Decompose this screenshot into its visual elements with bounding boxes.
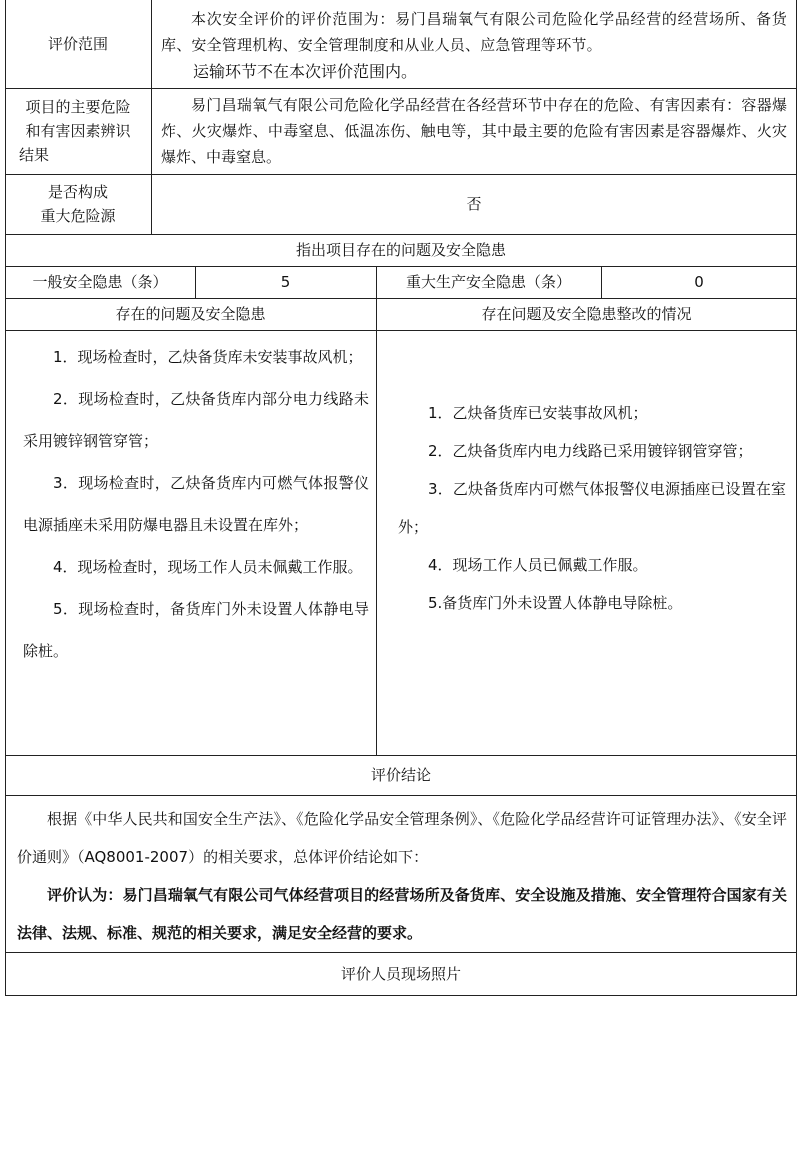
- hazards-label: [5, 88, 151, 174]
- list-item: 2．乙炔备货库内电力线路已采用镀锌钢管穿管；: [428, 442, 753, 460]
- list-item: 5．现场检查时，备货库门外未设置人体静电导除桩。: [23, 600, 369, 660]
- problems-list: [23, 336, 369, 672]
- general-hazard-count: 5: [280, 273, 291, 291]
- list-item: 4．现场检查时，现场工作人员未佩戴工作服。: [53, 558, 363, 576]
- list-item: 1．现场检查时，乙炔备货库未安装事故风机；: [53, 348, 363, 366]
- col-divider: [376, 266, 377, 755]
- major-hazard-label-line: 是否构成: [47, 183, 108, 201]
- hazards-text: 易门昌瑞氧气有限公司危险化学品经营在各经营环节中存在的危险、有害因素有：容器爆炸、火灾爆炸、中毒窒息、低温冻伤、触电等，其中最主要的危险有害因素是容器爆炸、火灾爆炸、中毒窒息。: [161, 96, 787, 166]
- hazards-label-line: 项目的主要危险: [25, 98, 131, 116]
- list-item: 4．现场工作人员已佩戴工作服。: [428, 556, 648, 574]
- scope-content: [161, 6, 787, 86]
- major-hazard-value: 否: [466, 195, 482, 213]
- major-hazard-label: [5, 174, 151, 234]
- photos-header: 评价人员现场照片: [340, 965, 461, 983]
- list-item: 1．乙炔备货库已安装事故风机；: [428, 404, 648, 422]
- list-item: 5.备货库门外未设置人体静电导除桩。: [428, 594, 683, 612]
- list-item: 3．乙炔备货库内可燃气体报警仪电源插座已设置在室外；: [398, 480, 786, 536]
- row-divider: [5, 795, 797, 796]
- hazards-label-line: 和有害因素辨识: [25, 122, 131, 140]
- scope-exclusion: 运输环节不在本次评价范围内。: [193, 62, 418, 81]
- rectification-column-header: 存在问题及安全隐患整改的情况: [481, 305, 692, 323]
- major-hazard-count-label: 重大生产安全隐患（条）: [405, 273, 571, 291]
- problems-column-header: 存在的问题及安全隐患: [115, 305, 266, 323]
- issues-header: 指出项目存在的问题及安全隐患: [295, 241, 506, 259]
- conclusion-basis: 根据《中华人民共和国安全生产法》、《危险化学品安全管理条例》、《危险化学品经营许可证管理办法》、《安全评价通则》（AQ8001-2007）的相关要求，总体评价结论如下：: [17, 810, 787, 866]
- list-item: 2．现场检查时，乙炔备货库内部分电力线路未采用镀锌钢管穿管；: [23, 390, 369, 450]
- scope-label: 评价范围: [47, 35, 108, 53]
- major-hazard-count: 0: [694, 273, 704, 291]
- evaluation-report-table: [5, 0, 797, 996]
- hazards-label-line: 结果: [19, 146, 50, 164]
- row-divider: [5, 330, 797, 331]
- general-hazard-count-label: 一般安全隐患（条）: [32, 273, 168, 291]
- major-hazard-label-line: 重大危险源: [40, 207, 116, 225]
- conclusion-header: 评价结论: [370, 766, 431, 784]
- list-item: 3．现场检查时，乙炔备货库内可燃气体报警仪电源插座未采用防爆电器且未设置在库外；: [23, 474, 369, 534]
- rectification-list: [398, 394, 786, 622]
- conclusion-result: 评价认为：易门昌瑞氧气有限公司气体经营项目的经营场所及备货库、安全设施及措施、安全管理符合国家有关法律、法规、标准、规范的相关要求，满足安全经营的要求。: [17, 886, 787, 942]
- scope-text: 本次安全评价的评价范围为：易门昌瑞氧气有限公司危险化学品经营的经营场所、备货库、安全管理机构、安全管理制度和从业人员、应急管理等环节。: [161, 10, 787, 54]
- conclusion-body: [17, 800, 787, 952]
